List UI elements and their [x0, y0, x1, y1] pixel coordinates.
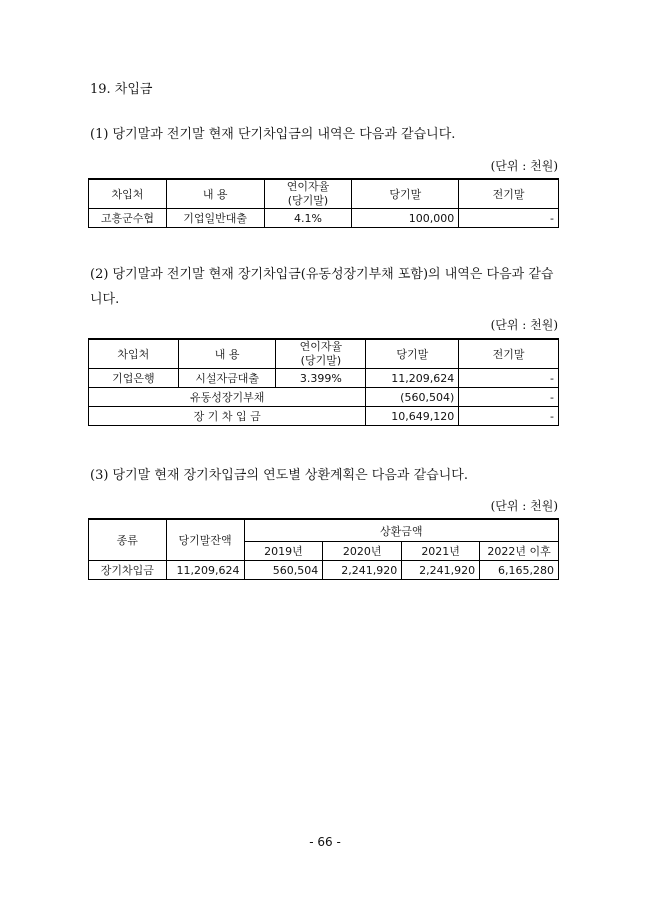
header-balance: 당기말잔액 — [166, 519, 244, 561]
cell-current-year: 100,000 — [352, 209, 459, 228]
unit-label: (단위 : 천원) — [490, 499, 558, 513]
section-title: 19. 차입금 — [90, 82, 153, 97]
paragraph-long-term-borrowings: (2) 당기말과 전기말 현재 장기차입금(유동성장기부채 포함)의 내역은 다음과 같습니다. — [90, 267, 554, 307]
current-portion-prior: - — [459, 388, 559, 407]
header-interest-rate: 연이자율 (당기말) — [264, 179, 352, 209]
header-year-2022-after: 2022년 이후 — [480, 542, 559, 561]
header-year-2020: 2020년 — [323, 542, 402, 561]
cell-lender: 고흥군수협 — [89, 209, 167, 228]
cell-2021: 2,241,920 — [402, 561, 480, 580]
cell-description: 기업일반대출 — [166, 209, 264, 228]
current-portion-current: (560,504) — [366, 388, 459, 407]
header-current-year: 당기말 — [352, 179, 459, 209]
cell-current-year: 11,209,624 — [366, 369, 459, 388]
table-row — [89, 561, 559, 580]
header-lender: 차입처 — [89, 339, 179, 369]
cell-type: 장기차입금 — [89, 561, 167, 580]
header-current-year: 당기말 — [366, 339, 459, 369]
cell-lender: 기업은행 — [89, 369, 179, 388]
paragraph-repayment-schedule: (3) 당기말 현재 장기차입금의 연도별 상환계획은 다음과 같습니다. — [90, 468, 468, 483]
cell-interest-rate: 3.399% — [276, 369, 366, 388]
unit-label: (단위 : 천원) — [490, 318, 558, 332]
header-prior-year: 전기말 — [459, 339, 559, 369]
page-number: - 66 - — [309, 835, 341, 849]
table-row — [89, 369, 559, 388]
cell-2019: 560,504 — [244, 561, 323, 580]
cell-2022-after: 6,165,280 — [480, 561, 559, 580]
header-interest-rate: 연이자율 (당기말) — [276, 339, 366, 369]
cell-balance: 11,209,624 — [166, 561, 244, 580]
cell-description: 시설자금대출 — [178, 369, 276, 388]
short-term-borrowings-table — [88, 178, 559, 228]
cell-2020: 2,241,920 — [323, 561, 402, 580]
total-current: 10,649,120 — [366, 407, 459, 426]
header-description: 내 용 — [178, 339, 276, 369]
current-portion-label: 유동성장기부채 — [89, 388, 366, 407]
long-term-borrowings-table — [88, 338, 559, 426]
header-year-2019: 2019년 — [244, 542, 323, 561]
unit-label: (단위 : 천원) — [490, 159, 558, 173]
cell-prior-year: - — [459, 209, 559, 228]
total-row — [89, 407, 559, 426]
total-label: 장 기 차 입 금 — [89, 407, 366, 426]
current-portion-row — [89, 388, 559, 407]
header-repayment: 상환금액 — [244, 519, 559, 542]
header-lender: 차입처 — [89, 179, 167, 209]
total-prior: - — [459, 407, 559, 426]
header-year-2021: 2021년 — [402, 542, 480, 561]
cell-interest-rate: 4.1% — [264, 209, 352, 228]
header-prior-year: 전기말 — [459, 179, 559, 209]
table-row — [89, 209, 559, 228]
header-type: 종류 — [89, 519, 167, 561]
cell-prior-year: - — [459, 369, 559, 388]
paragraph-short-term-borrowings: (1) 당기말과 전기말 현재 단기차입금의 내역은 다음과 같습니다. — [90, 127, 456, 142]
header-description: 내 용 — [166, 179, 264, 209]
repayment-schedule-table — [88, 518, 559, 580]
